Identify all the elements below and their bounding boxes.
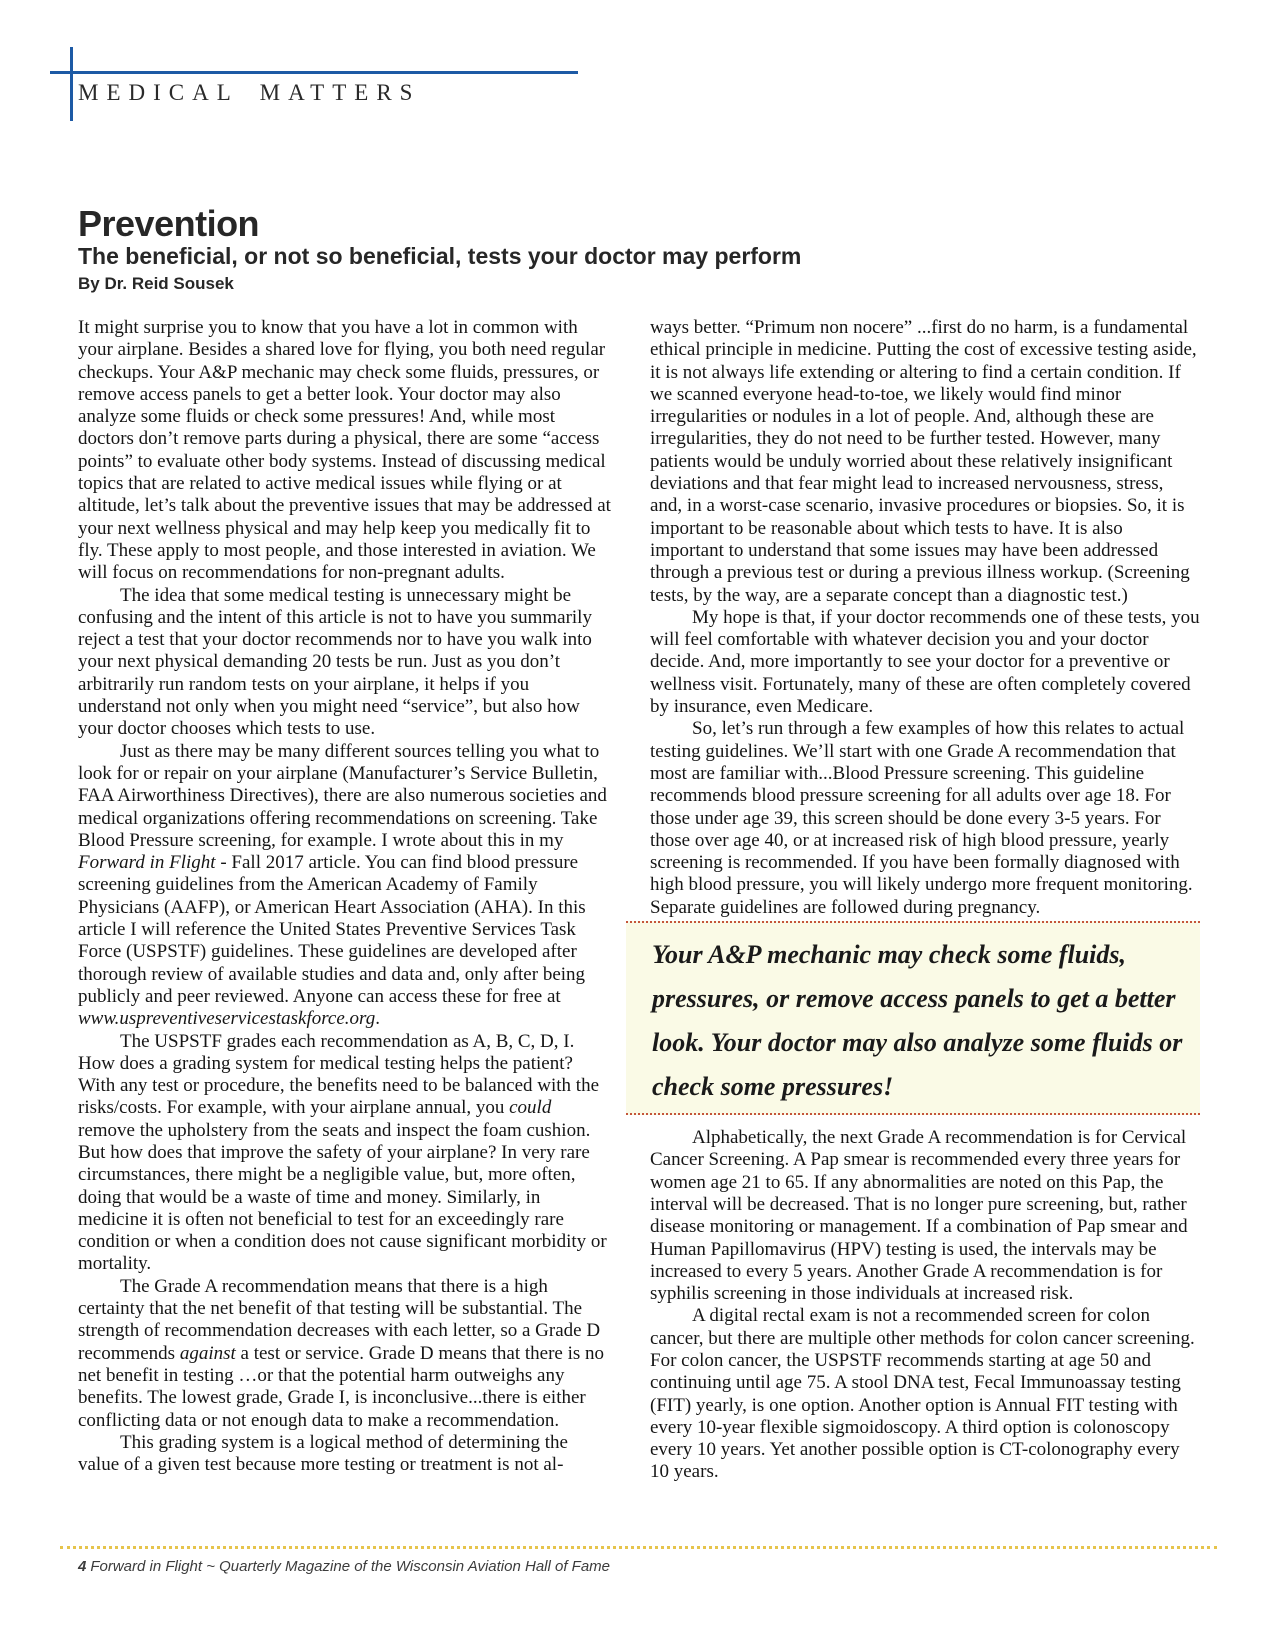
footer <box>78 1558 610 1575</box>
body-paragraph <box>650 607 1200 718</box>
body-paragraph <box>650 1305 1200 1483</box>
italic-text-run: www.uspreventiveservicestaskforce.org <box>78 1008 376 1030</box>
text-run: a test or service. Grade D means that there is no net benefit in testing …or that the potential harm outweighs any benefits. The lowest grade, Grade I, is inconclusive...there is either conflicting data or not enough data to make a recommendation. <box>78 1342 605 1431</box>
body-paragraph <box>78 1031 613 1276</box>
body-paragraph <box>650 1127 1200 1305</box>
text-run: A digital rectal exam is not a recommended screen for colon cancer, but there are multiple other methods for colon cancer screening. For colon cancer, the USPSTF recommends starting at age 50 and continuing until age 75. A stool DNA test, Fecal Immunoassay testing (FIT) yearly, is one option. Another option is Annual FIT testing with every 10-year flexible sigmoidoscopy. A third option is colonoscopy every 10 years. Yet another possible option is CT-colonography every 10 years. <box>650 1305 1195 1483</box>
page-subtitle: The beneficial, or not so beneficial, tests your doctor may perform <box>78 243 802 270</box>
text-run: The idea that some medical testing is unnecessary might be confusing and the intent of this article is not to have you summarily reject a test that your doctor recommends nor to have you walk into your next physical demanding 20 tests be run. Just as you don’t arbitrarily run random tests on your airplane, it helps if you understand not only when you might need “service”, but also how your doctor chooses which tests to use. <box>78 584 592 740</box>
text-run: Just as there may be many different sources telling you what to look for or repair on your airplane (Manufacturer’s Service Bulletin, FAA Airworthiness Directives), there are also numerous societies and medical organizations offering recommendations on screening. Take Blood Pressure screening, for example. I wrote about this in my <box>78 740 607 851</box>
text-run: - Fall 2017 article. You can find blood pressure screening guidelines from the American Academy of Family Physicians (AAFP), or American Heart Association (AHA). In this article I will reference the United States Preventive Services Task Force (USPSTF) guidelines. These guidelines are developed after thorough review of available studies and data and, only after being publicly and peer reviewed. Anyone can access these for free at <box>78 852 586 1007</box>
body-paragraph <box>78 1432 613 1477</box>
body-paragraph <box>650 317 1200 607</box>
italic-text-run: Forward in Flight <box>78 852 216 874</box>
section-label: MEDICAL MATTERS <box>78 80 421 105</box>
text-run: remove the upholstery from the seats and inspect the foam cushion. But how does that improve the safety of your airplane? In very rare circumstances, there might be a negligible value, but, more often, doing that would be a waste of time and money. Similarly, in medicine it is often not beneficial to test for an exceedingly rare condition or when a condition does not cause significant morbidity or mortality. <box>78 1119 607 1275</box>
right-column <box>650 317 1200 1484</box>
body-paragraph <box>650 718 1200 919</box>
text-run: Alphabetically, the next Grade A recommendation is for Cervical Cancer Screening. A Pap smear is recommended every three years for women age 21 to 65. If any abnormalities are noted on this Pap, the interval will be decreased. That is no longer pure screening, but, rather disease monitoring or management. If a combination of Pap smear and Human Papillomavirus (HPV) testing is used, the intervals may be increased to every 5 years. Another Grade A recommendation is for syphilis screening in those individuals at increased risk. <box>650 1127 1188 1305</box>
right-column-top <box>650 317 1200 919</box>
text-run: The Grade A recommendation means that there is a high certainty that the net benefit of that testing will be substantial. The strength of recommendation decreases with each letter, so a Grade D recommends <box>78 1275 601 1364</box>
text-run: This grading system is a logical method of determining the value of a given test because more testing or treatment is not al- <box>78 1431 568 1476</box>
body-paragraph <box>78 317 613 585</box>
right-column-bottom <box>650 1127 1200 1484</box>
text-run: It might surprise you to know that you have a lot in common with your airplane. Besides a shared love for flying, you both need regular checkups. Your A&P mechanic may check some fluids, pressures, or remove access panels to get a better look. Your doctor may also analyze some fluids or check some pressures! And, while most doctors don’t remove parts during a physical, there are some “access points” to evaluate other body systems. Instead of discussing medical topics that are related to active medical issues while flying or at altitude, let’s talk about the preventive issues that may be addressed at your next wellness physical and may help keep you medically fit to fly. These apply to most people, and those interested in aviation. We will focus on recommendations for non-pregnant adults. <box>78 317 611 584</box>
body-paragraph <box>78 1276 613 1432</box>
body-paragraph <box>78 585 613 741</box>
text-run: The USPSTF grades each recommendation as A, B, C, D, I. How does a grading system for medical testing helps the patient? With any test or procedure, the benefits need to be balanced with the risks/costs. For example, with your airplane annual, you <box>78 1030 600 1119</box>
byline: By Dr. Reid Sousek <box>78 274 234 293</box>
italic-text-run: against <box>179 1342 236 1364</box>
pull-quote-box <box>626 921 1200 1115</box>
text-run: ways better. “Primum non nocere” ...first do no harm, is a fundamental ethical principle in medicine. Putting the cost of excessive testing aside, it is not always life extending or altering to find a certain condition. If we scanned everyone head-to-toe, we likely would find minor irregularities or nodules in a lot of people. And, although these are irregularities, they do not need to be further tested. However, many patients would be unduly worried about these relatively insignificant deviations and that fear might lead to increased nervousness, stress, and, in a worst-case scenario, invasive procedures or biopsies. So, it is important to be reasonable about which tests to have. It is also important to understand that some issues may have been addressed through a previous test or during a previous illness workup. (Screening tests, by the way, are a separate concept than a diagnostic test.) <box>650 317 1197 606</box>
pull-quote-text: Your A&P mechanic may check some fluids, pressures, or remove access panels to get a better look. Your doctor may also analyze some fluids or check some pressures! <box>652 940 1183 1102</box>
body-paragraph <box>78 741 613 1031</box>
footer-page-number: 4 <box>78 1558 87 1575</box>
text-run: So, let’s run through a few examples of how this relates to actual testing guidelines. We’ll start with one Grade A recommendation that most are familiar with...Blood Pressure screening. This guideline recommends blood pressure screening for all adults over age 18. For those under age 39, this screen should be done every 3-5 years. For those over age 40, or at increased risk of high blood pressure, yearly screening is recommended. If you have been formally diagnosed with high blood pressure, you will likely undergo more frequent monitoring. Separate guidelines are followed during pregnancy. <box>650 718 1193 918</box>
text-run: . <box>375 1008 380 1030</box>
italic-text-run: could <box>509 1097 552 1119</box>
header-horizontal-rule <box>50 71 578 74</box>
header-vertical-rule <box>70 47 73 121</box>
footer-magazine-title: Forward in Flight ~ Quarterly Magazine of the Wisconsin Aviation Hall of Fame <box>90 1558 611 1575</box>
text-run: My hope is that, if your doctor recommends one of these tests, you will feel comfortable with whatever decision you and your doctor decide. And, more importantly to see your doctor for a preventive or wellness visit. Fortunately, many of these are often completely covered by insurance, even Medicare. <box>650 606 1200 718</box>
page-title: Prevention <box>78 203 260 245</box>
left-column <box>78 317 613 1476</box>
footer-dotted-rule <box>60 1546 1217 1549</box>
